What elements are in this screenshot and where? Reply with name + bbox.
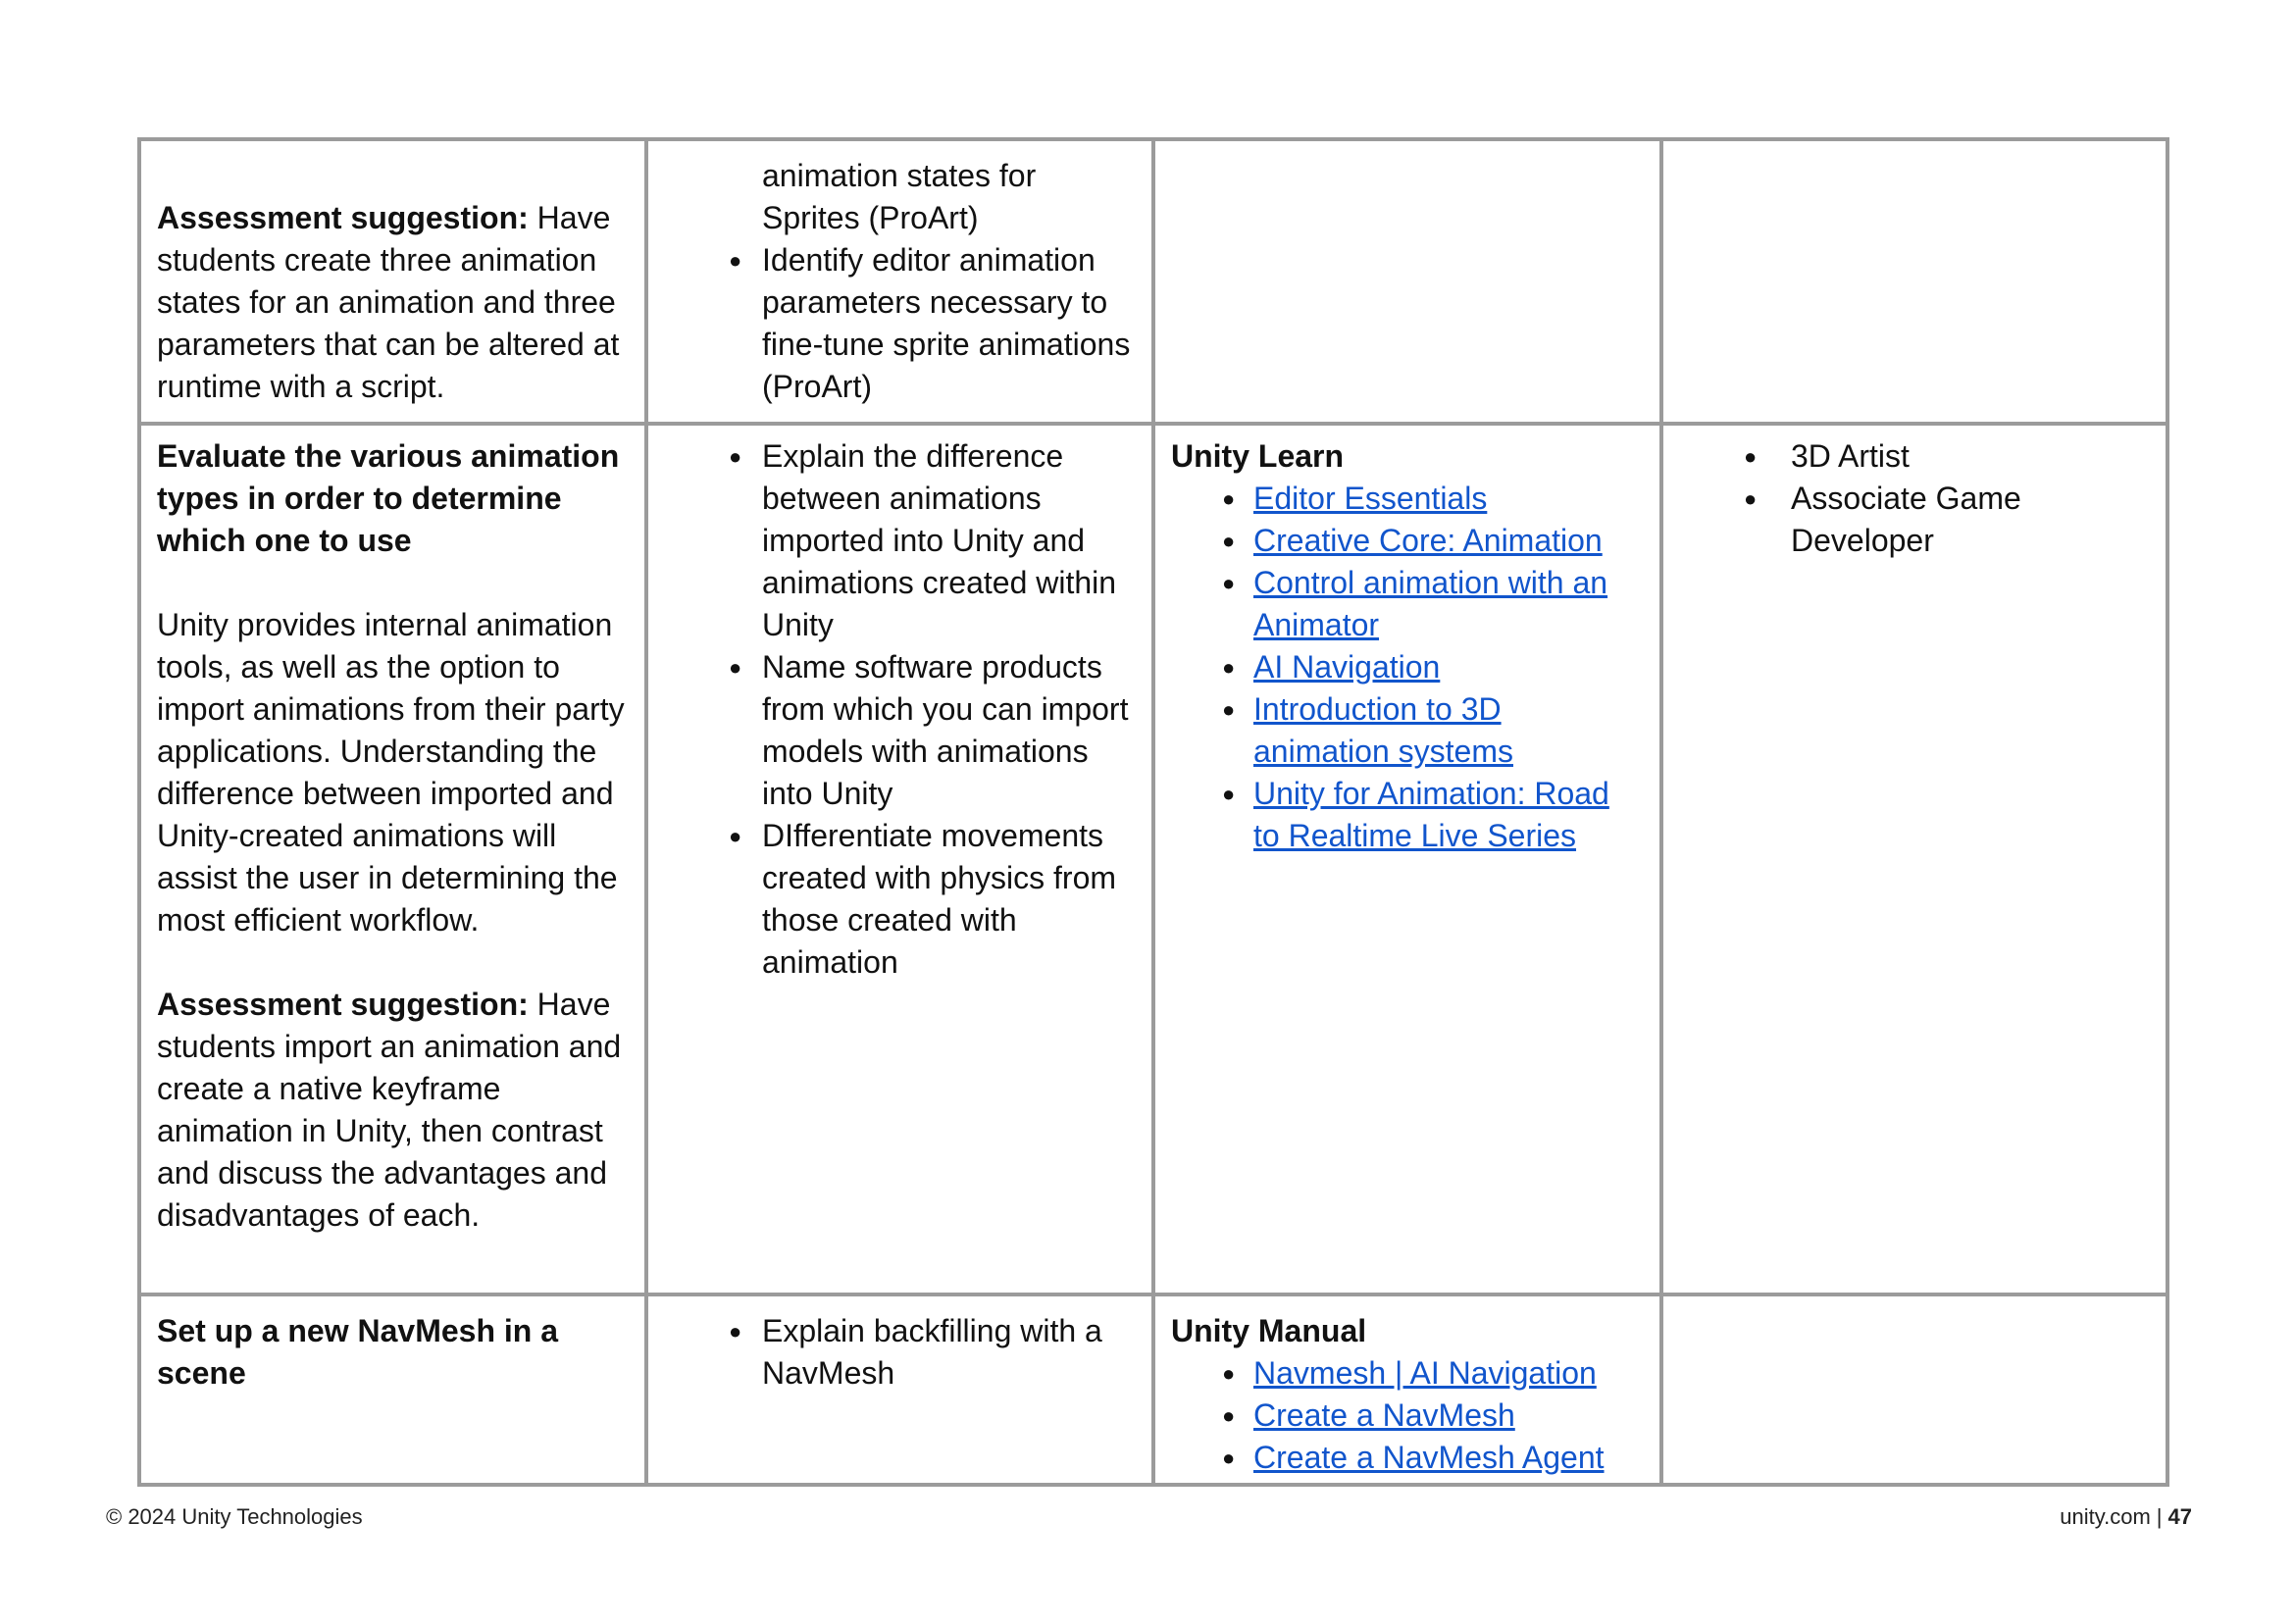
list-item [1171,1395,1644,1437]
assessment-label: Assessment suggestion: [157,987,529,1022]
list-item: ● Explain the difference between animations imported into Unity and animations created within Unity [664,435,1136,646]
table-cell-objective [141,141,648,422]
objective-title: Evaluate the various animation types in order to determine which one to use [157,438,620,558]
footer-page-info [2060,1504,2192,1530]
table-cell-resources [1155,141,1663,422]
assessment-text: Have students create three animation states for an animation and three parameters that can be altered at runtime with a script. [157,200,620,404]
skills-list [664,1310,1136,1395]
table-cell-roles [1663,422,2166,1293]
table-row [141,422,2166,1296]
table-cell-objective [141,1296,648,1487]
link-create-navmesh-agent[interactable]: Create a NavMesh Agent [1253,1440,1605,1475]
bullet-icon: ● [1222,697,1236,722]
table-cell-skills [648,422,1155,1293]
bullet-icon: ● [1222,529,1236,553]
list-item: ● 3D Artist [1679,435,2150,478]
list-item [1171,688,1644,773]
bullet-icon: ● [1222,1403,1236,1428]
list-item [1171,773,1644,857]
assessment-suggestion [157,197,629,408]
list-item: ● Name software products from which you can import models with animations into Unity [664,646,1136,815]
list-item [1171,478,1644,520]
footer-copyright: © 2024 Unity Technologies [106,1504,363,1529]
skills-list [664,239,1136,408]
bullet-icon: ● [729,1319,742,1344]
resources-list [1171,478,1644,857]
list-item: ● Associate Game Developer [1679,478,2150,562]
table-row [141,1296,2166,1487]
bullet-icon: ● [729,444,742,469]
list-item-continuation: animation states for Sprites (ProArt) [762,158,1037,235]
bullet-icon: ● [729,824,742,848]
assessment-suggestion [157,984,629,1237]
table-cell-roles [1663,141,2166,422]
list-item [1171,1437,1644,1479]
table-row [141,141,2166,426]
bullet-icon: ● [1744,444,1758,469]
link-ai-navigation[interactable]: AI Navigation [1253,649,1441,685]
list-item: ● DIfferentiate movements created with physics from those created with animation [664,815,1136,984]
bullet-icon: ● [729,248,742,273]
objective-title: Set up a new NavMesh in a scene [157,1313,558,1391]
list-item [1171,1352,1644,1395]
list-item: ● Identify editor animation parameters necessary to fine-tune sprite animations (ProArt) [664,239,1136,408]
assessment-label: Assessment suggestion: [157,200,529,235]
bullet-icon: ● [729,655,742,680]
bullet-icon: ● [1222,655,1236,680]
link-creative-core-animation[interactable]: Creative Core: Animation [1253,523,1603,558]
link-intro-3d-animation[interactable]: Introduction to 3D animation systems [1253,691,1513,769]
table-cell-resources [1155,422,1663,1293]
table-cell-skills [648,1296,1155,1487]
page-number: 47 [2167,1504,2192,1529]
bullet-icon: ● [1222,1361,1236,1386]
link-create-navmesh[interactable]: Create a NavMesh [1253,1397,1515,1433]
assessment-text: Have students import an animation and create a native keyframe animation in Unity, then contrast and discuss the advantages and disadvantages of each. [157,987,622,1233]
bullet-icon: ● [1744,486,1758,511]
table-cell-objective [141,422,648,1293]
bullet-icon: ● [1222,486,1236,511]
table-cell-skills [648,141,1155,422]
footer-separator: | [2156,1504,2163,1529]
skills-list [664,435,1136,984]
resources-heading: Unity Learn [1171,438,1345,474]
link-unity-for-animation[interactable]: Unity for Animation: Road to Realtime Live Series [1253,776,1609,853]
list-item [1171,646,1644,688]
link-control-animation-animator[interactable]: Control animation with an Animator [1253,565,1608,642]
objective-description: Unity provides internal animation tools, as well as the option to import animations from their party applications. Understanding the difference between imported and Unity-created animations will assist the user in determining the most efficient workflow. [157,607,625,938]
resources-heading: Unity Manual [1171,1313,1367,1348]
table-cell-resources [1155,1296,1663,1487]
bullet-icon: ● [1222,782,1236,806]
link-editor-essentials[interactable]: Editor Essentials [1253,481,1488,516]
bullet-icon: ● [1222,1446,1236,1470]
list-item: ● Explain backfilling with a NavMesh [664,1310,1136,1395]
list-item [1171,520,1644,562]
curriculum-table [137,137,2169,1487]
list-item [1171,562,1644,646]
bullet-icon: ● [1222,571,1236,595]
resources-list [1171,1352,1644,1479]
roles-list [1679,435,2150,562]
footer-site: unity.com [2060,1504,2151,1529]
link-navmesh-ai-navigation[interactable]: Navmesh | AI Navigation [1253,1355,1597,1391]
table-cell-roles [1663,1296,2166,1487]
